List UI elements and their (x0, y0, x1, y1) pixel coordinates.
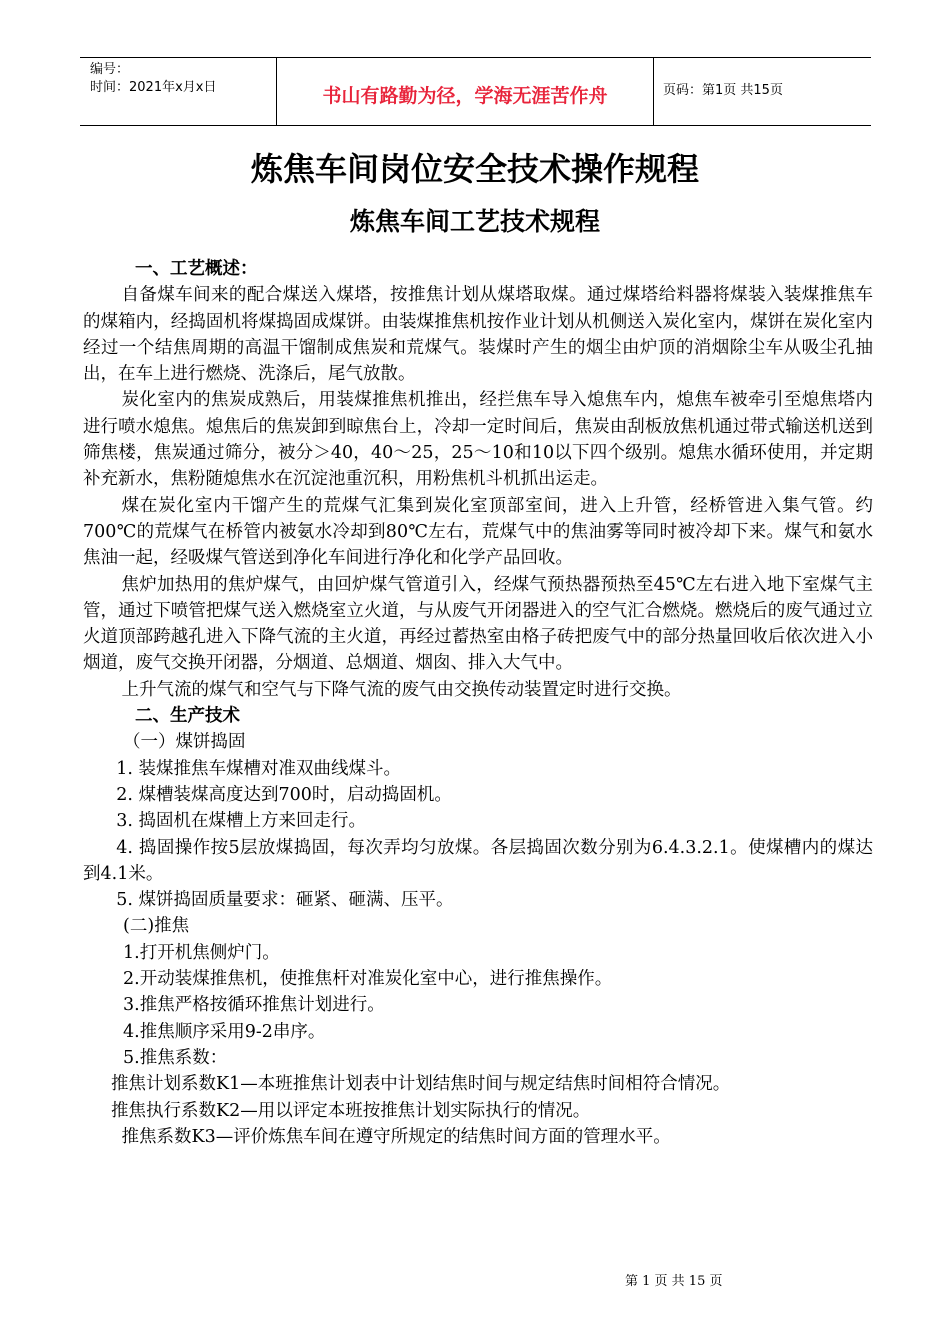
section-heading-production: 二、生产技术 (135, 706, 240, 727)
subsection-heading: (二)推焦 (123, 916, 190, 937)
paragraph: 推焦计划系数K1—本班推焦计划表中计划结焦时间与规定结焦时间相符合情况。 (111, 1074, 731, 1095)
list-item: 1. 装煤推焦车煤槽对准双曲线煤斗。 (116, 758, 402, 779)
time-label: 时间：2021年x月x日 (90, 80, 217, 95)
list-item: 3. 捣固机在煤槽上方来回走行。 (116, 811, 367, 832)
number-label: 编号： (90, 62, 130, 77)
paragraph: 自备煤车间来的配合煤送入煤塔，按推焦计划从煤塔取煤。通过煤塔给料器将煤装入装煤推焦车的煤箱内，经捣固机将煤捣固成煤饼。由装煤推焦机按作业计划从机侧送入炭化室内，煤饼在炭化室内经过一个结焦周期的高温干馏制成焦炭和荒煤气。装煤时产生的烟尘由炉顶的消烟除尘车从吸尘孔抽出，在车上进行燃烧、洗涤后，尾气放散。 (83, 285, 873, 385)
paragraph: 上升气流的煤气和空气与下降气流的废气由交换传动装置定时进行交换。 (121, 679, 682, 700)
paragraph: 推焦系数K3—评价炼焦车间在遵守所规定的结焦时间方面的管理水平。 (121, 1126, 671, 1147)
motto: 书山有路勤为径，学海无涯苦作舟 (322, 85, 608, 107)
list-item: 5. 煤饼捣固质量要求：砸紧、砸满、压平。 (116, 890, 454, 911)
paragraph: 焦炉加热用的焦炉煤气，由回炉煤气管道引入，经煤气预热器预热至45℃左右进入地下室煤气主管，通过下喷管把煤气送入燃烧室立火道，与从废气开闭器进入的空气汇合燃烧。燃烧后的废气通过立火道顶部跨越孔进入下降气流的主火道，再经过蓄热室由格子砖把废气中的部分热量回收后依次进入小烟道，废气交换开闭器，分烟道、总烟道、烟囱、排入大气中。 (83, 574, 873, 674)
paragraph: 推焦执行系数K2—用以评定本班按推焦计划实际执行的情况。 (111, 1100, 591, 1121)
document-body (83, 256, 873, 1150)
header-page-cell (653, 58, 871, 125)
list-item: 5.推焦系数： (123, 1047, 228, 1068)
list-item: 4. 捣固操作按5层放煤捣固，每次弄均匀放煤。各层捣固次数分别为6.4.3.2.1。使煤槽内的煤达到4.1米。 (83, 837, 873, 884)
page-info: 页码：第1页 共15页 (663, 83, 783, 98)
list-item: 3.推焦严格按循环推焦计划进行。 (123, 995, 385, 1016)
list-item: 2. 煤槽装煤高度达到700时，启动捣固机。 (116, 784, 452, 805)
document-subtitle: 炼焦车间工艺技术规程 (349, 207, 600, 236)
header-motto-cell (276, 58, 654, 125)
list-item: 4.推焦顺序采用9-2串序。 (123, 1021, 326, 1042)
paragraph: 炭化室内的焦炭成熟后，用装煤推焦机推出，经拦焦车导入熄焦车内，熄焦车被牵引至熄焦塔内进行喷水熄焦。熄焦后的焦炭卸到晾焦台上，冷却一定时间后，焦炭由刮板放焦机通过带式输送机送到筛焦楼，焦炭通过筛分，被分＞40，40～25，25～10和10以下四个级别。熄焦水循环使用，并定期补充新水，焦粉随熄焦水在沉淀池重沉积，用粉焦机斗机抓出运走。 (83, 390, 873, 490)
page-footer: 第 1 页 共 15 页 (625, 1274, 723, 1289)
section-heading-overview: 一、工艺概述： (135, 259, 258, 279)
list-item: 2.开动装煤推焦机，使推焦杆对准炭化室中心，进行推焦操作。 (123, 969, 613, 990)
page-header (80, 57, 871, 126)
document-title: 炼焦车间岗位安全技术操作规程 (250, 150, 699, 188)
header-info-cell (80, 58, 276, 125)
list-item: 1.打开机焦侧炉门。 (123, 942, 280, 963)
paragraph: 煤在炭化室内干馏产生的荒煤气汇集到炭化室顶部室间，进入上升管，经桥管进入集气管。约700℃的荒煤气在桥管内被氨水冷却到80℃左右，荒煤气中的焦油雾等同时被冷却下来。煤气和氨水焦油一起，经吸煤气管送到净化车间进行净化和化学产品回收。 (83, 495, 873, 569)
subsection-heading: （一）煤饼捣固 (123, 732, 246, 753)
